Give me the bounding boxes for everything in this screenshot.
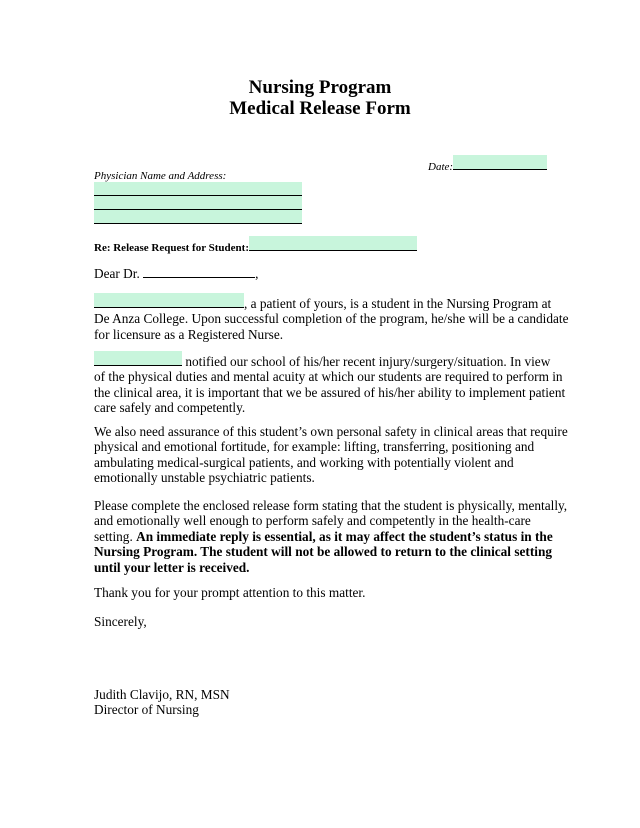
signature-name: Judith Clavijo, RN, MSN	[94, 687, 230, 702]
salutation-suffix: ,	[255, 266, 259, 281]
paragraph-2-line-2: of the physical duties and mental acuity at which our students are required to perform in	[94, 369, 563, 385]
page-title-line2: Medical Release Form	[229, 98, 411, 119]
paragraph-4-line-3-plain: setting.	[94, 528, 137, 544]
paragraph-4-line-3-bold: An immediate reply is essential, as it may affect the student’s status in the	[136, 528, 553, 544]
re-line	[94, 236, 417, 254]
page-title-line1: Nursing Program	[248, 77, 392, 98]
paragraph-2	[94, 351, 566, 416]
re-label: Re: Release Request for Student:	[94, 242, 249, 254]
paragraph-4	[94, 498, 568, 575]
date-field[interactable]	[453, 155, 547, 170]
paragraph-2-line-1: notified our school of his/her recent injury/surgery/situation. In view	[182, 354, 551, 369]
paragraph-2-line-3: the clinical area, it is important that we be assured of his/her ability to implement patient	[94, 384, 566, 400]
student-name-field[interactable]	[249, 236, 417, 251]
physician-label: Physician Name and Address:	[94, 170, 227, 182]
paragraph-4-line-1: Please complete the enclosed release form stating that the student is physically, mentally,	[94, 498, 568, 513]
notified-by-field[interactable]	[94, 351, 182, 366]
paragraph-1-line-3: for licensure as a Registered Nurse.	[94, 326, 284, 342]
paragraph-3-line-4: emotionally unstable psychiatric patients.	[94, 470, 315, 486]
physician-line-2[interactable]	[94, 196, 302, 210]
paragraph-2-line-4: care safely and competently.	[94, 400, 246, 416]
doctor-name-blank[interactable]	[143, 264, 255, 278]
paragraph-3-line-3: ambulating medical-surgical patients, and working with potentially violent and	[94, 454, 514, 470]
paragraph-3	[94, 424, 568, 486]
paragraph-1	[94, 293, 569, 342]
paragraph-3-line-2: physical and emotional fortitude, for example: lifting, transferring, positioning and	[94, 439, 535, 455]
paragraph-4-line-4: Nursing Program. The student will not be allowed to return to the clinical setting	[94, 544, 552, 560]
paragraph-1-line-1: , a patient of yours, is a student in the Nursing Program at	[244, 296, 552, 311]
salutation-prefix: Dear Dr.	[94, 266, 140, 281]
thanks-line: Thank you for your prompt attention to this matter.	[94, 585, 366, 600]
closing-line: Sincerely,	[94, 614, 147, 629]
physician-line-1[interactable]	[94, 182, 302, 196]
salutation	[94, 264, 258, 281]
signature-title: Director of Nursing	[94, 702, 199, 717]
date-row	[428, 155, 547, 173]
physician-line-3[interactable]	[94, 210, 302, 224]
patient-name-field[interactable]	[94, 293, 244, 308]
date-label: Date:	[428, 161, 454, 173]
paragraph-1-line-2: De Anza College. Upon successful completion of the program, he/she will be a candidate	[94, 311, 569, 327]
paragraph-3-line-1: We also need assurance of this student’s own personal safety in clinical areas that require	[94, 424, 568, 439]
paragraph-4-line-2: and emotionally well enough to perform safely and competently in the health-care	[94, 513, 531, 529]
paragraph-4-line-5: until your letter is received.	[94, 559, 250, 575]
